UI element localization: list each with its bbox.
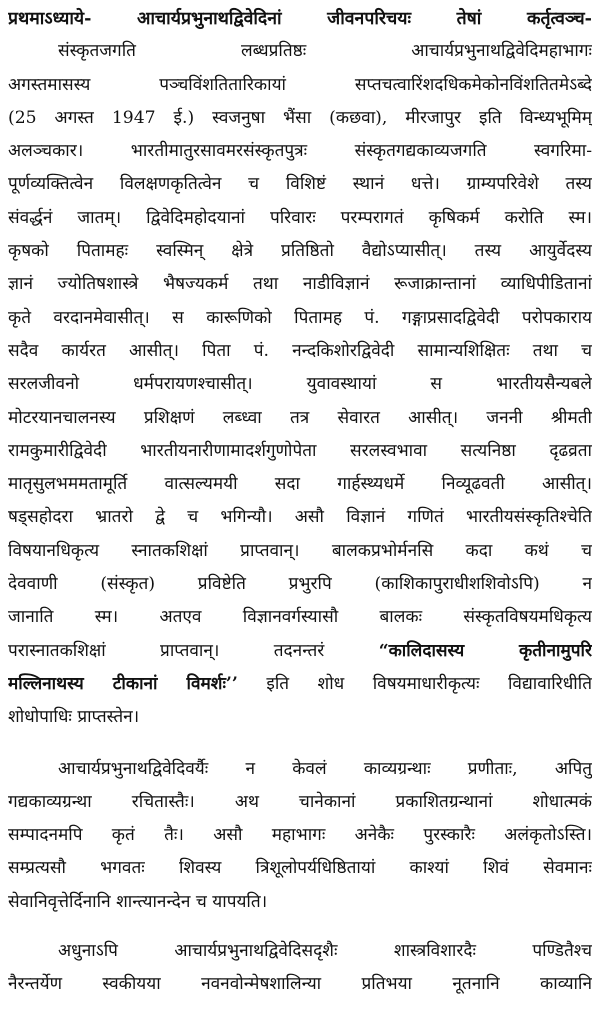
thesis-title-part-1: “कालिदासस्य कृतीनामुपरि	[378, 640, 592, 661]
text-line: आचार्यप्रभुनाथद्विवेदिवर्यैः न केवलं काव्यग्रन्थाः प्रणीताः, अपितु	[58, 758, 592, 779]
text-line: सरलजीवनो धर्मपरायणश्चासीत्। युवावस्थायां स भारतीयसैन्यबले	[8, 374, 592, 395]
text-line: अगस्तमासस्य पञ्चविंशतितारिकायां सप्तचत्वारिंशदधिकमेकोनविंशतितमेऽब्दे	[8, 74, 592, 95]
text-line: शोधोपाधिः प्राप्तस्तेन।	[8, 707, 140, 728]
paragraph-2	[8, 753, 592, 919]
text-line: मातृसुलभममतामूर्ति वात्सल्यमयी सदा गार्हस्थ्यधर्मे निव्यूढवती आसीत्।	[8, 474, 592, 495]
text-line: सम्प्रत्यसौ भगवतः शिवस्य त्रिशूलोपर्यधिष्ठितायां काश्यां शिवं सेवमानः	[8, 858, 592, 879]
text-line: नैरन्तर्येण स्वकीयया नवनवोन्मेषशालिन्या प्रतिभया नूतनानि काव्यानि	[8, 974, 592, 995]
text-line: जानाति स्म। अतएव विज्ञानवर्गस्यासौ बालकः संस्कृतविषयमधिकृत्य	[8, 607, 592, 628]
text-line: सम्पादनमपि कृतं तैः। असौ महाभागः अनेकैः पुरस्कारैः अलंकृतोऽस्ति।	[8, 825, 592, 846]
thesis-title-part-2: मल्लिनाथस्य टीकानां विमर्शः’’	[8, 673, 238, 694]
text-line: सदैव कार्यरत आसीत्। पिता पं. नन्दकिशोरद्विवेदी सामान्यशिक्षितः तथा च	[8, 340, 592, 361]
text-line: अधुनाऽपि आचार्यप्रभुनाथद्विवेदिसदृशैः शास्त्रविशारदैः पण्डितैश्च	[58, 941, 592, 962]
text-line: (25 अगस्त 1947 ई.) स्वजनुषा भैंसा (कछवा), मीरजापुर इति विन्ध्यभूमिम्	[8, 107, 592, 128]
text-line	[8, 668, 592, 701]
text-line: षड्सहोदरा भ्रातरो द्वे च भगिन्यौ। असौ विज्ञानं गणितं भारतीयसंस्कृतिश्चेति	[8, 507, 592, 528]
text-line: संस्कृतजगति लब्धप्रतिष्ठः आचार्यप्रभुनाथद्विवेदिमहाभागः	[58, 41, 592, 62]
text-segment: इति शोध विषयमाधारीकृत्यः विद्यावारिधीति	[266, 673, 592, 694]
paragraph-gap	[8, 735, 592, 753]
text-line: मोटरयानचालनस्य प्रशिक्षणं लब्ध्वा तत्र सेवारत आसीत्। जननी श्रीमती	[8, 407, 592, 428]
text-line: ज्ञानं ज्योतिषशास्त्रे भैषज्यकर्म तथा नाडीविज्ञानं रूजाक्रान्तानां व्याधिपीडितानां	[8, 274, 592, 295]
text-line: सेवानिवृत्तेर्दिनानि शान्त्यानन्देन च यापयति।	[8, 891, 268, 912]
text-line: गद्यकाव्यग्रन्था रचितास्तैः। अथ चानेकानां प्रकाशितग्रन्थानां शोधात्मकं	[8, 791, 592, 812]
text-line: कृते वरदानमेवासीत्। स कारूणिको पितामह पं. गङ्गाप्रसादद्विवेदी परोपकाराय	[8, 307, 592, 328]
text-line: अलञ्चकार। भारतीमातुरसावमरसंस्कृतपुत्रः संस्कृतगद्यकाव्यजगति स्वगरिमा-	[8, 141, 592, 162]
text-line: देववाणी (संस्कृत) प्रविष्टेति प्रभुरपि (काशिकापुराधीशशिवोऽपि) न	[8, 574, 592, 595]
paragraph-gap	[8, 919, 592, 935]
paragraph-3	[8, 935, 592, 1002]
text-line: रामकुमारीद्विवेदी भारतीयनारीणामादर्शगुणोपेता सरलस्वभावा सत्यनिष्ठा दृढव्रता	[8, 440, 592, 461]
text-segment: परास्नातकशिक्षां प्राप्तवान्। तदनन्तरं	[8, 640, 325, 661]
paragraph-1	[8, 35, 592, 734]
text-line: संवर्द्धनं जातम्। द्विवेदिमहोदयानां परिवारः परम्परागतं कृषिकर्म करोति स्म।	[8, 207, 592, 228]
text-line: विषयानधिकृत्य स्नातकशिक्षां प्राप्तवान्। बालकप्रभोर्मनसि कदा कथं च	[8, 540, 592, 561]
text-line: पूर्णव्यक्तित्वेन विलक्षणकृतित्वेन च विशिष्टं स्थानं धत्ते। ग्राम्यपरिवेशे तस्य	[8, 174, 592, 195]
text-line	[8, 635, 592, 668]
chapter-heading: प्रथमाऽध्याये- आचार्यप्रभुनाथद्विवेदिनां जीवनपरिचयः तेषां कर्तृत्वञ्च-	[8, 8, 592, 29]
text-line: कृषको पितामहः स्वस्मिन् क्षेत्रे प्रतिष्ठितो वैद्योऽप्यासीत्। तस्य आयुर्वेदस्य	[8, 241, 592, 262]
